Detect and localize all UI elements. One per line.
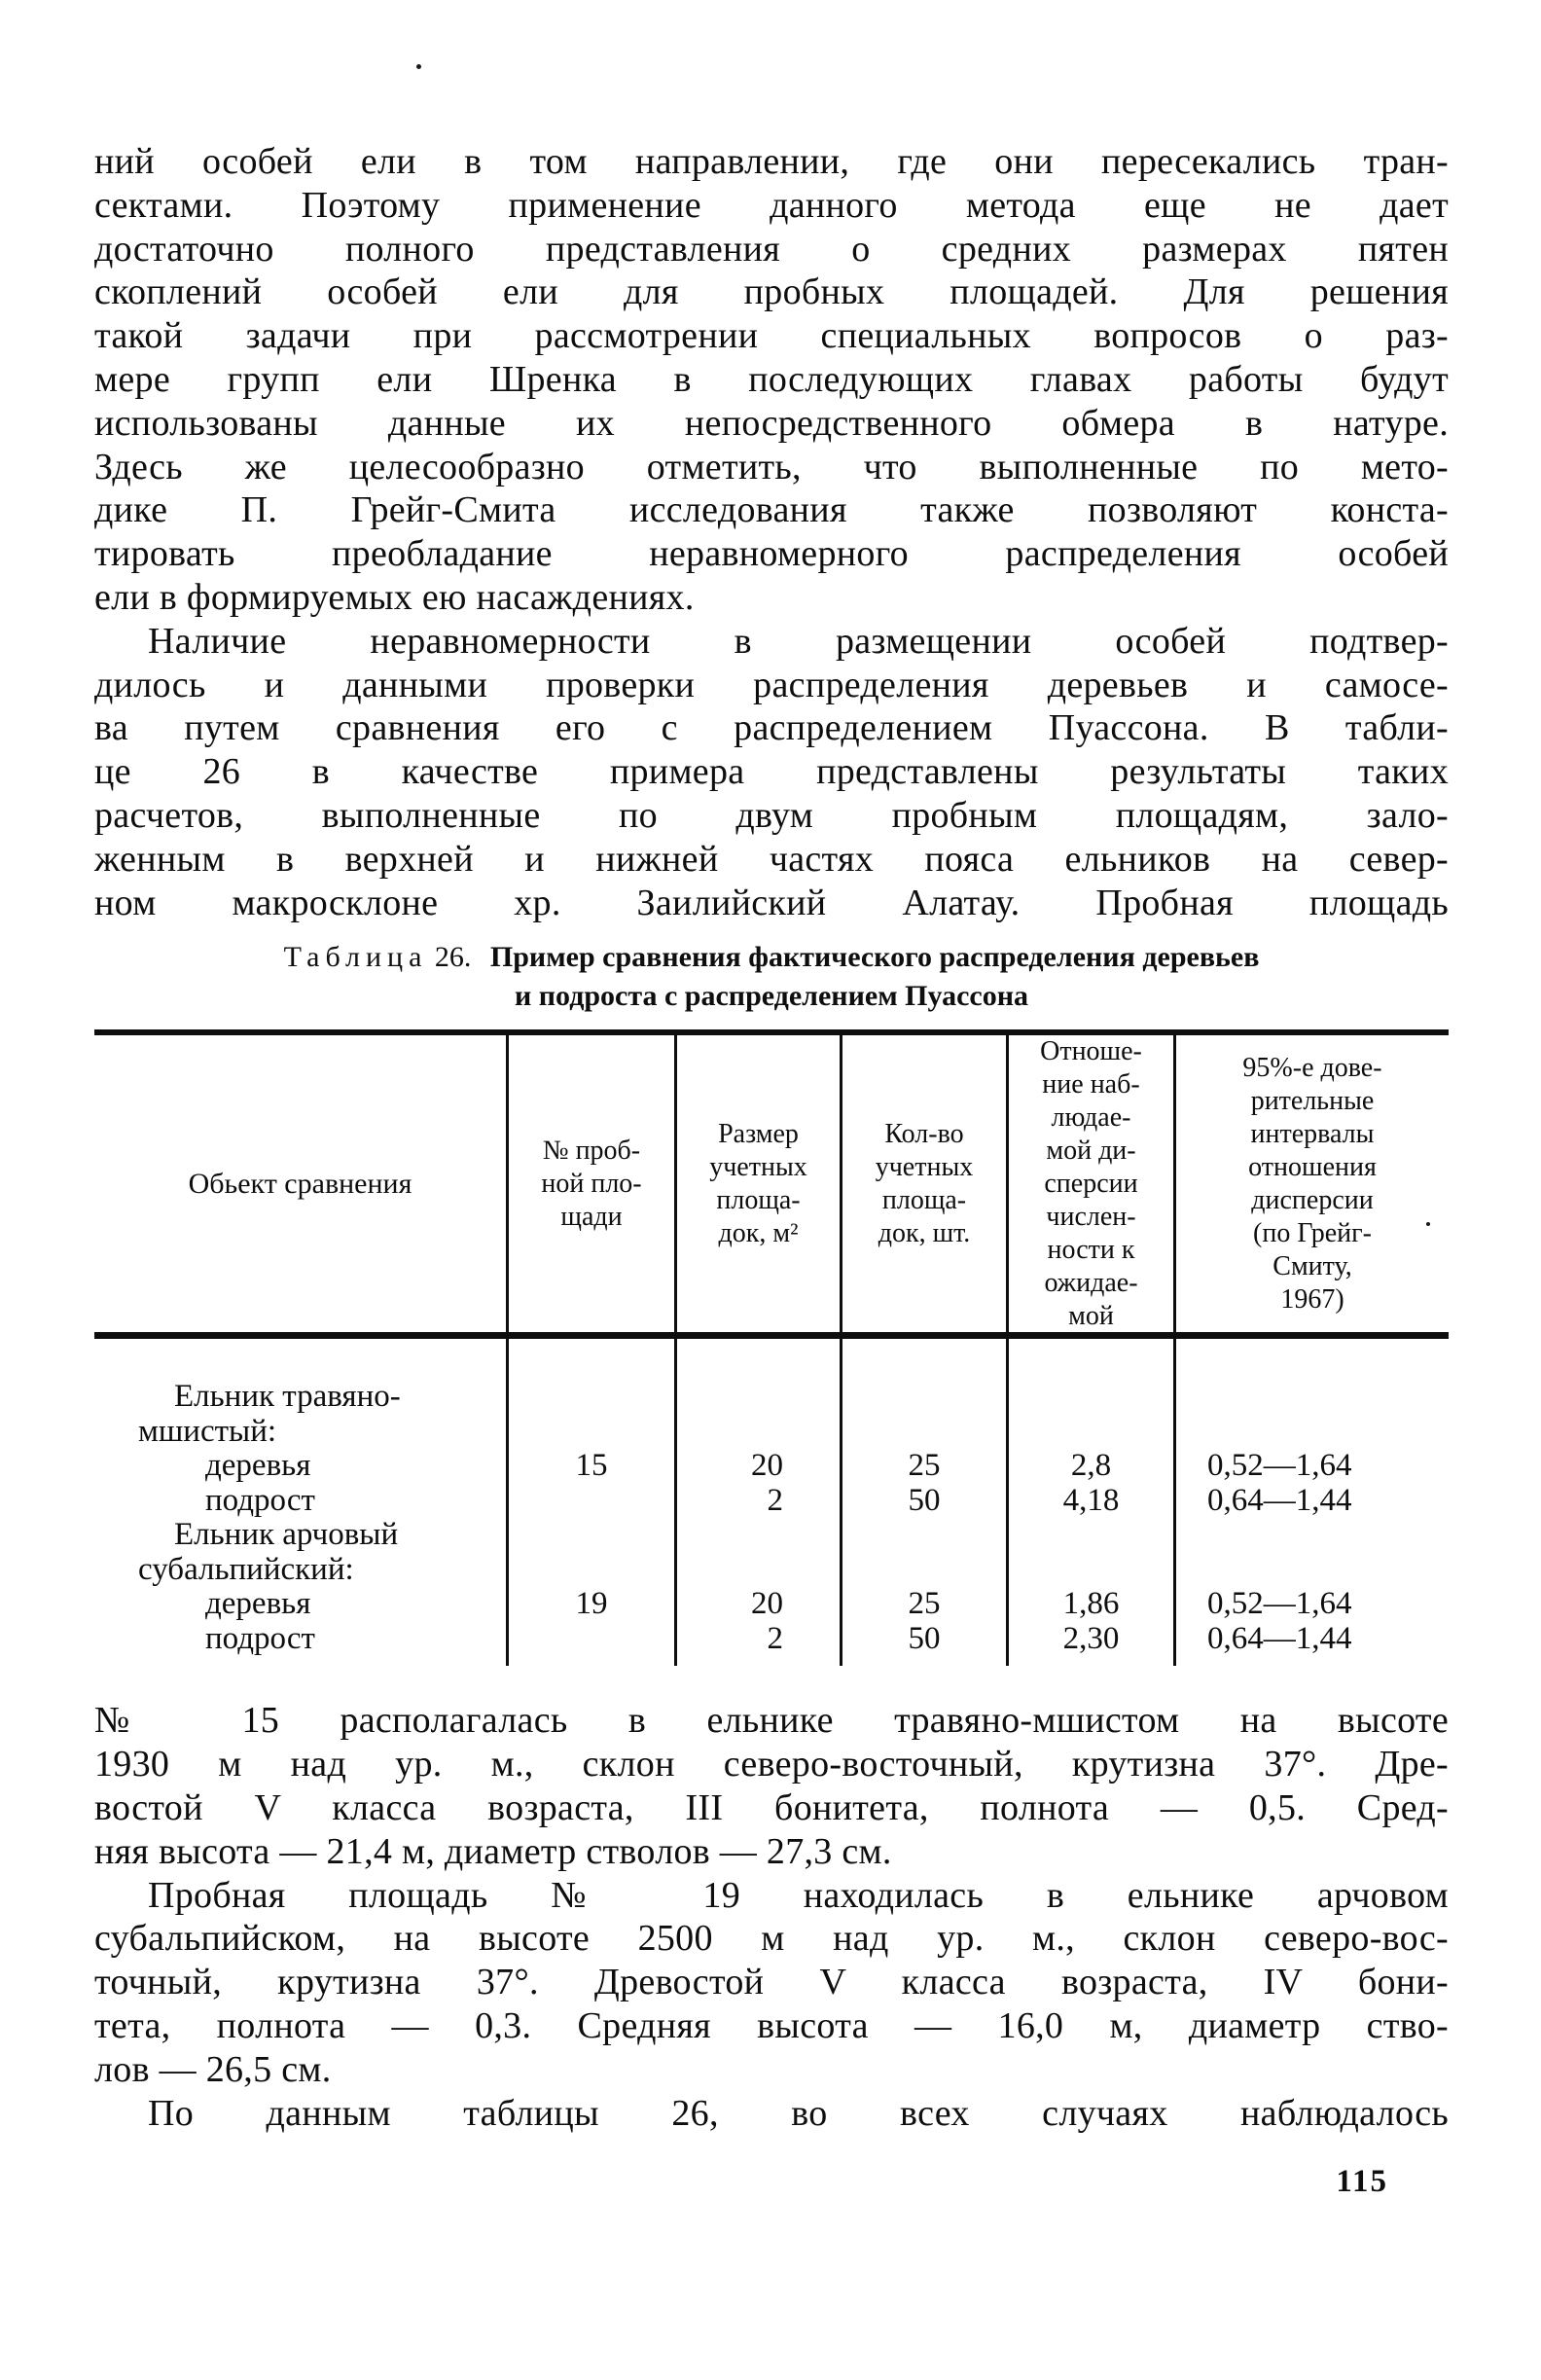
header-line: Обьект сравнения — [188, 1168, 412, 1201]
table-caption-label: Таблица — [283, 941, 428, 974]
table-cell — [1009, 1518, 1173, 1553]
text-line: тировать преобладание неравномерного распределения особей — [94, 533, 1449, 575]
header-line: (по Грейг- — [1253, 1218, 1372, 1249]
table-cell — [677, 1380, 840, 1415]
paragraph-3 — [94, 1699, 1449, 1873]
header-line: Размер — [718, 1119, 799, 1150]
header-line: 95%-е дове- — [1242, 1053, 1382, 1084]
table-cell: деревья — [205, 1448, 311, 1484]
table-body — [94, 1339, 1449, 1666]
table-cell — [842, 1415, 1006, 1450]
table-cell: 1,86 — [1062, 1586, 1120, 1622]
table-cell: 25 — [908, 1448, 941, 1484]
table-cell: Ельник арчовый — [174, 1517, 399, 1553]
paragraph-1 — [94, 140, 1449, 620]
header-line: док, м² — [718, 1218, 799, 1249]
table-cell: подрост — [205, 1482, 315, 1518]
paragraph-5 — [94, 2092, 1449, 2136]
body-text-bottom — [94, 1699, 1449, 2135]
header-line: 1967) — [1280, 1284, 1344, 1316]
comparison-table — [94, 1029, 1449, 1666]
text-line: няя высота — 21,4 м, диаметр стволов — 27,3 см. — [94, 1830, 892, 1872]
header-line: площа- — [881, 1185, 967, 1216]
table-cell: деревья — [205, 1586, 311, 1622]
header-line: ности к — [1047, 1235, 1135, 1266]
table-cell — [1009, 1415, 1173, 1450]
table-cell — [509, 1415, 674, 1450]
table-cell — [842, 1380, 1006, 1415]
paragraph-2 — [94, 620, 1449, 925]
table-cell: субальпийский: — [138, 1551, 354, 1587]
table-cell: 20 — [751, 1448, 783, 1484]
table-cell: 19 — [575, 1586, 608, 1622]
text-line: достаточно полного представления о средних размерах пятен — [94, 228, 1449, 270]
table-caption — [94, 938, 1449, 1016]
header-line: щади — [560, 1202, 623, 1233]
body-column-plot-no — [506, 1339, 674, 1666]
header-line: Смиту, — [1272, 1251, 1352, 1282]
body-column-plot-size — [674, 1339, 840, 1666]
table-caption-title: Пример сравнения фактического распределения деревьев — [489, 941, 1260, 974]
column-header-plot-no — [506, 1035, 674, 1333]
text-line: Наличие неравномерности в размещении особей подтвер- — [148, 620, 1449, 662]
table-cell — [677, 1553, 840, 1588]
body-column-object — [94, 1339, 506, 1666]
text-line: ели в формируемых ею насаждениях. — [94, 576, 695, 618]
table-cell — [1176, 1415, 1449, 1450]
table-cell: 4,18 — [1062, 1482, 1120, 1518]
text-line: расчетов, выполненные по двум пробным площадям, зало- — [94, 794, 1449, 836]
body-column-confidence-interval — [1173, 1339, 1449, 1666]
table-cell: 25 — [908, 1586, 941, 1622]
header-line: мой — [1068, 1301, 1114, 1332]
table-cell: 50 — [908, 1482, 941, 1518]
table-cell: 2,30 — [1062, 1620, 1120, 1656]
column-header-plot-count — [840, 1035, 1006, 1333]
header-line: отношения — [1248, 1152, 1377, 1183]
text-line: По данным таблицы 26, во всех случаях наблюдалось — [148, 2092, 1449, 2134]
table-cell: 0,52—1,64 — [1207, 1448, 1352, 1484]
text-line: сектами. Поэтому применение данного метода еще не дает — [94, 184, 1449, 226]
header-line: сперсии — [1044, 1169, 1138, 1200]
text-line: использованы данные их непосредственного обмера в натуре. — [94, 402, 1449, 444]
text-line: № 15 располагалась в ельнике травяно-мшистом на высоте — [94, 1700, 1449, 1742]
text-line: точный, крутизна 37°. Древостой V класса возраста, IV бони- — [94, 1962, 1449, 2003]
text-line: лов — 26,5 см. — [94, 2048, 332, 2090]
column-header-plot-size — [674, 1035, 840, 1333]
table-cell — [677, 1518, 840, 1553]
body-column-plot-count — [840, 1339, 1006, 1666]
text-line: ном макросклоне хр. Заилийский Алатау. Пробная площадь — [94, 882, 1449, 923]
table-26-block — [94, 938, 1449, 1666]
table-header-row — [94, 1035, 1449, 1339]
text-line: востой V класса возраста, III бонитета, полнота — 0,5. Сред- — [94, 1786, 1449, 1828]
table-caption-number: 26. — [434, 941, 472, 974]
table-caption-line-1 — [94, 938, 1449, 977]
table-cell: 2 — [767, 1482, 783, 1518]
table-cell: подрост — [205, 1620, 315, 1656]
table-cell — [842, 1553, 1006, 1588]
table-cell: 2 — [767, 1620, 783, 1656]
page-number: 115 — [1336, 2164, 1388, 2200]
paragraph-4 — [94, 1874, 1449, 2092]
table-cell — [509, 1484, 674, 1519]
table-cell — [1176, 1380, 1449, 1415]
table-cell: 0,64—1,44 — [1207, 1620, 1352, 1656]
text-line: дике П. Грейг-Смита исследования также позволяют конста- — [94, 489, 1449, 531]
header-line: площа- — [716, 1185, 801, 1216]
text-line: субальпийском, на высоте 2500 м над ур. м., склон северо-вос- — [94, 1918, 1449, 1960]
table-cell — [677, 1415, 840, 1450]
page-content — [94, 0, 1449, 2200]
text-line: це 26 в качестве примера представлены результаты таких — [94, 751, 1449, 793]
table-cell — [842, 1518, 1006, 1553]
column-header-confidence-interval — [1173, 1035, 1449, 1333]
header-line: Кол-во — [884, 1119, 964, 1150]
table-cell: 0,64—1,44 — [1207, 1482, 1352, 1518]
header-line: ние наб- — [1042, 1069, 1140, 1100]
table-cell: 2,8 — [1070, 1448, 1112, 1484]
column-header-object — [94, 1035, 506, 1333]
table-cell: Ельник травяно- — [174, 1379, 401, 1415]
text-line: ва путем сравнения его с распределением Пуассона. В табли- — [94, 707, 1449, 749]
table-caption-line-2: и подроста с распределением Пуассона — [514, 980, 1028, 1013]
table-cell — [509, 1553, 674, 1588]
table-cell: 20 — [751, 1586, 783, 1622]
text-line: такой задачи при рассмотрении специальных вопросов о раз- — [94, 315, 1449, 357]
text-line: 1930 м над ур. м., склон северо-восточный, крутизна 37°. Дре- — [94, 1744, 1449, 1785]
text-line: Здесь же целесообразно отметить, что выполненные по мето- — [94, 446, 1449, 487]
text-line: скоплений особей ели для пробных площадей. Для решения — [94, 271, 1449, 313]
table-cell — [509, 1518, 674, 1553]
table-cell — [1009, 1553, 1173, 1588]
body-text-top — [94, 0, 1449, 924]
header-line: учетных — [709, 1152, 807, 1183]
table-cell — [509, 1380, 674, 1415]
text-line: тета, полнота — 0,3. Средняя высота — 16,0 м, диаметр ство- — [94, 2004, 1449, 2046]
table-cell — [1009, 1380, 1173, 1415]
header-line: док, шт. — [878, 1218, 971, 1249]
table-cell — [1176, 1518, 1449, 1553]
text-line: мере групп ели Шренка в последующих главах работы будут — [94, 358, 1449, 400]
table-cell — [509, 1622, 674, 1657]
header-line: ной пло- — [541, 1169, 642, 1200]
header-line: мой ди- — [1046, 1136, 1136, 1167]
table-cell: 15 — [575, 1448, 608, 1484]
text-line: женным в верхней и нижней частях пояса ельников на север- — [94, 838, 1449, 880]
text-line: Пробная площадь № 19 находилась в ельнике арчовом — [148, 1874, 1449, 1916]
header-line: интервалы — [1250, 1119, 1375, 1150]
header-line: ожидае- — [1044, 1268, 1138, 1299]
header-line: числен- — [1046, 1202, 1136, 1233]
header-line: дисперсии — [1251, 1185, 1374, 1216]
header-line: людае- — [1051, 1102, 1131, 1134]
table-cell: 0,52—1,64 — [1207, 1586, 1352, 1622]
column-header-dispersion-ratio — [1006, 1035, 1173, 1333]
header-line: учетных — [875, 1152, 974, 1183]
table-cell: 50 — [908, 1620, 941, 1656]
table-cell: мшистый: — [138, 1413, 277, 1449]
text-line: ний особей ели в том направлении, где они пересекались тран- — [94, 141, 1449, 182]
header-line: Отноше- — [1040, 1036, 1142, 1067]
table-cell — [1176, 1553, 1449, 1588]
header-line: рительные — [1250, 1086, 1375, 1117]
body-column-dispersion-ratio — [1006, 1339, 1173, 1666]
text-line: дилось и данными проверки распределения деревьев и самосе- — [94, 664, 1449, 705]
header-line: № проб- — [542, 1136, 641, 1167]
